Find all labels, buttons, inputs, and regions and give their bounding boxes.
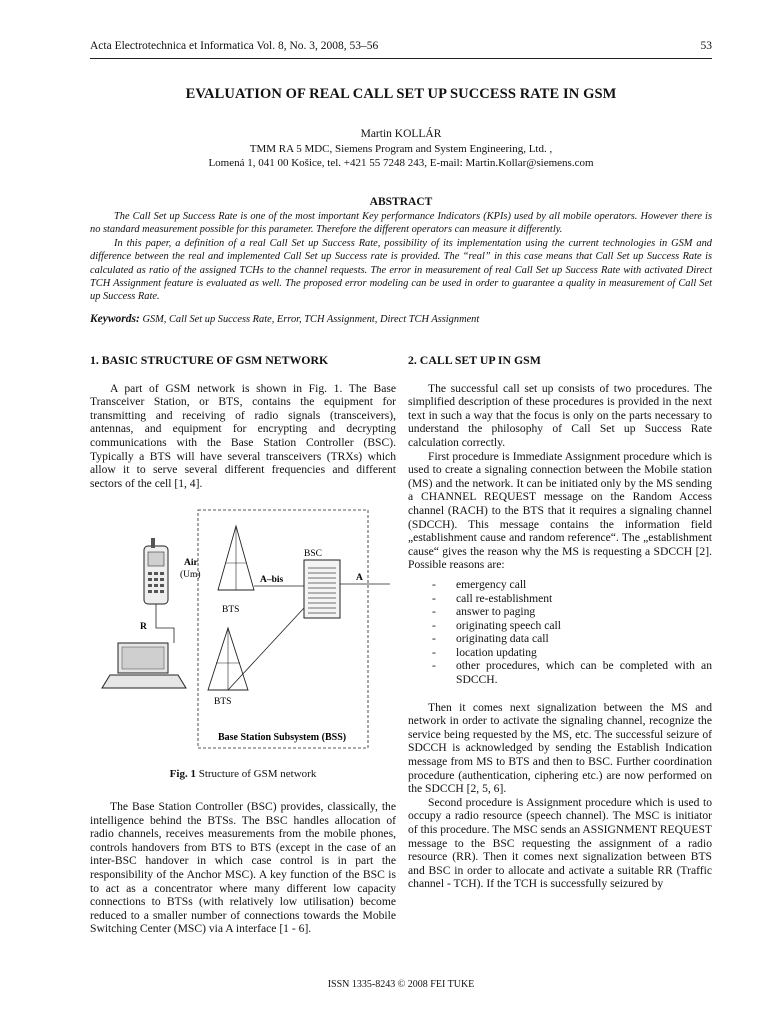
mobile-phone-icon xyxy=(144,538,168,604)
um-label: (Um) xyxy=(180,570,201,580)
a-interface-label: A xyxy=(356,573,363,583)
list-item: - originating data call xyxy=(432,632,712,646)
bts-antenna-icon xyxy=(218,526,254,590)
section-1-upper xyxy=(90,354,396,490)
keywords xyxy=(90,313,712,325)
list-item: - other procedures, which can be completed with an SDCCH. xyxy=(432,659,712,686)
page-footer: ISSN 1335-8243 © 2008 FEI TUKE xyxy=(327,979,475,990)
section-1-heading: 1. BASIC STRUCTURE OF GSM NETWORK xyxy=(90,353,329,367)
journal-citation: Acta Electrotechnica et Informatica Vol. 8, No. 3, 2008, 53–56 xyxy=(90,40,379,52)
laptop-icon xyxy=(102,643,186,688)
section-1-lower xyxy=(90,800,396,936)
section-2-paragraph: First procedure is Immediate Assignment procedure which is used to create a signaling connection between the Mobile station (MS) and the network. It can be initiated only by the MS sending a CHANNEL REQUEST message on the Random Access channel (RACH) to the BTS that it requires a signaling channel (SDCCH). This message contains the information field „establishment cause and random reference“. The „establishment cause“ gives the reason why the MS is requesting a SDCCH [2]. Possible reasons are: xyxy=(408,449,712,572)
section-1-paragraph: A part of GSM network is shown in Fig. 1. The Base Transceiver Station, or BTS, contains the equipment for transmitting and receiving of radio signals (transceivers), antennas, and equipment for encrypting and decrypting communications with the Base Station Controller (BSC). Typically a BTS will have several transceivers (TRXs) which allow it to serve several different frequencies and different sectors of the cell [1, 4]. xyxy=(90,381,396,490)
figure-caption-label: Fig. 1 xyxy=(169,768,196,780)
abstract-heading: ABSTRACT xyxy=(369,196,433,208)
section-2 xyxy=(408,354,712,891)
gsm-network-figure xyxy=(100,508,390,760)
section-2-paragraph: The successful call set up consists of two procedures. The simplified description of these procedures is provided in the next text in such a way that the focus is only on the parts necessary to understand the philosophy of Call Set up Success Rate calculation correctly. xyxy=(408,381,712,449)
page-number: 53 xyxy=(700,40,712,52)
establishment-cause-list xyxy=(408,578,712,687)
air-label: Air xyxy=(184,558,198,568)
bsc-server-icon xyxy=(304,560,340,618)
bts-label: BTS xyxy=(222,605,240,615)
list-item: - emergency call xyxy=(432,578,712,592)
list-item: - answer to paging xyxy=(432,605,712,619)
r-label: R xyxy=(140,622,147,632)
keywords-text: GSM, Call Set up Success Rate, Error, TCH Assignment, Direct TCH Assignment xyxy=(139,314,480,325)
bss-label: Base Station Subsystem (BSS) xyxy=(218,732,347,743)
section-2-paragraph: Then it comes next signalization between the MS and network in order to activate the signaling channel, recognize the service being requested by the MS, etc. The successful seizure of SDCCH is acknowledged by sending the Establish Indication message from MS to BTS and then to BSC. Further coordination procedure (authentication, ciphering etc.) are now performed on the SDCCH [2, 5, 6]. xyxy=(408,700,712,796)
list-item: - call re-establishment xyxy=(432,592,712,606)
bts-label: BTS xyxy=(214,697,232,707)
section-2-paragraph: Second procedure is Assignment procedure which is used to occupy a radio resource (speech channel). The MSC is initiator of this procedure. The MSC sends an ASSIGNMENT REQUEST message to the BSC requesting the assignment of a radio resource (RR). Then it comes next signalization between BTS and BSC in order to allocate and activate a suitable RR (Traffic channel - TCH). If the TCH is successfully seizured by xyxy=(408,795,712,891)
bts-antenna-icon xyxy=(208,628,248,690)
header-rule xyxy=(90,58,712,59)
affiliation-line-2: Lomená 1, 041 00 Košice, tel. +421 55 7248 243, E-mail: Martin.Kollar@siemens.com xyxy=(208,157,594,169)
list-item: - originating speech call xyxy=(432,619,712,633)
running-header xyxy=(90,40,712,52)
abis-label: A–bis xyxy=(260,575,284,585)
r-link xyxy=(156,604,174,643)
section-2-heading: 2. CALL SET UP IN GSM xyxy=(408,353,541,367)
bss-boundary xyxy=(198,510,368,748)
section-1-paragraph: The Base Station Controller (BSC) provides, classically, the intelligence behind the BTSs. The BSC handles allocation of radio channels, receives measurements from the mobile phones, controls handovers from BTS to BTS (except in the case of an inter-BSC handover in which case control is in part the responsibility of the Anchor MSC). A key function of the BSC is to act as a concentrator where many different low capacity connections to BTSs (with relatively low utilisation) become reduced to a smaller number of connections towards the Mobile Switching Center (MSC) via A interface [1 - 6]. xyxy=(90,800,396,936)
author-name: Martin KOLLÁR xyxy=(360,128,442,140)
figure-caption-text: Structure of GSM network xyxy=(195,768,317,780)
affiliation xyxy=(90,142,712,170)
abis-link xyxy=(228,608,304,690)
figure-caption xyxy=(90,768,396,780)
paper-title: EVALUATION OF REAL CALL SET UP SUCCESS RATE IN GSM xyxy=(185,86,617,102)
bsc-label: BSC xyxy=(304,549,322,559)
abstract-paragraph: In this paper, a definition of a real Call Set up Success Rate, possibility of its implementation using the current technologies in GSM and difference between the real and implemented Call Set up Success rate is provided. The “real” in this case means that Call Set up Success Rate is calculated as ratio of the assigned TCHs to the channel requests. The error in measurement of real Call Set up Success Rate with activated Direct TCH Assignment feature is evaluated as well. The proposed error modeling can be used in order to guarantee a quality in measurement of Call Set up Success Rate. xyxy=(90,237,712,303)
abstract-paragraph: The Call Set up Success Rate is one of the most important Key performance Indicators (KPIs) used by all mobile operators. However there is no standard measurement possible for this parameter. Therefore the different operators can measure it differently. xyxy=(90,211,712,236)
list-item: - location updating xyxy=(432,646,712,660)
affiliation-line-1: TMM RA 5 MDC, Siemens Program and System Engineering, Ltd. , xyxy=(249,143,553,155)
abstract-body xyxy=(90,210,712,304)
keywords-label: Keywords: xyxy=(90,313,140,325)
